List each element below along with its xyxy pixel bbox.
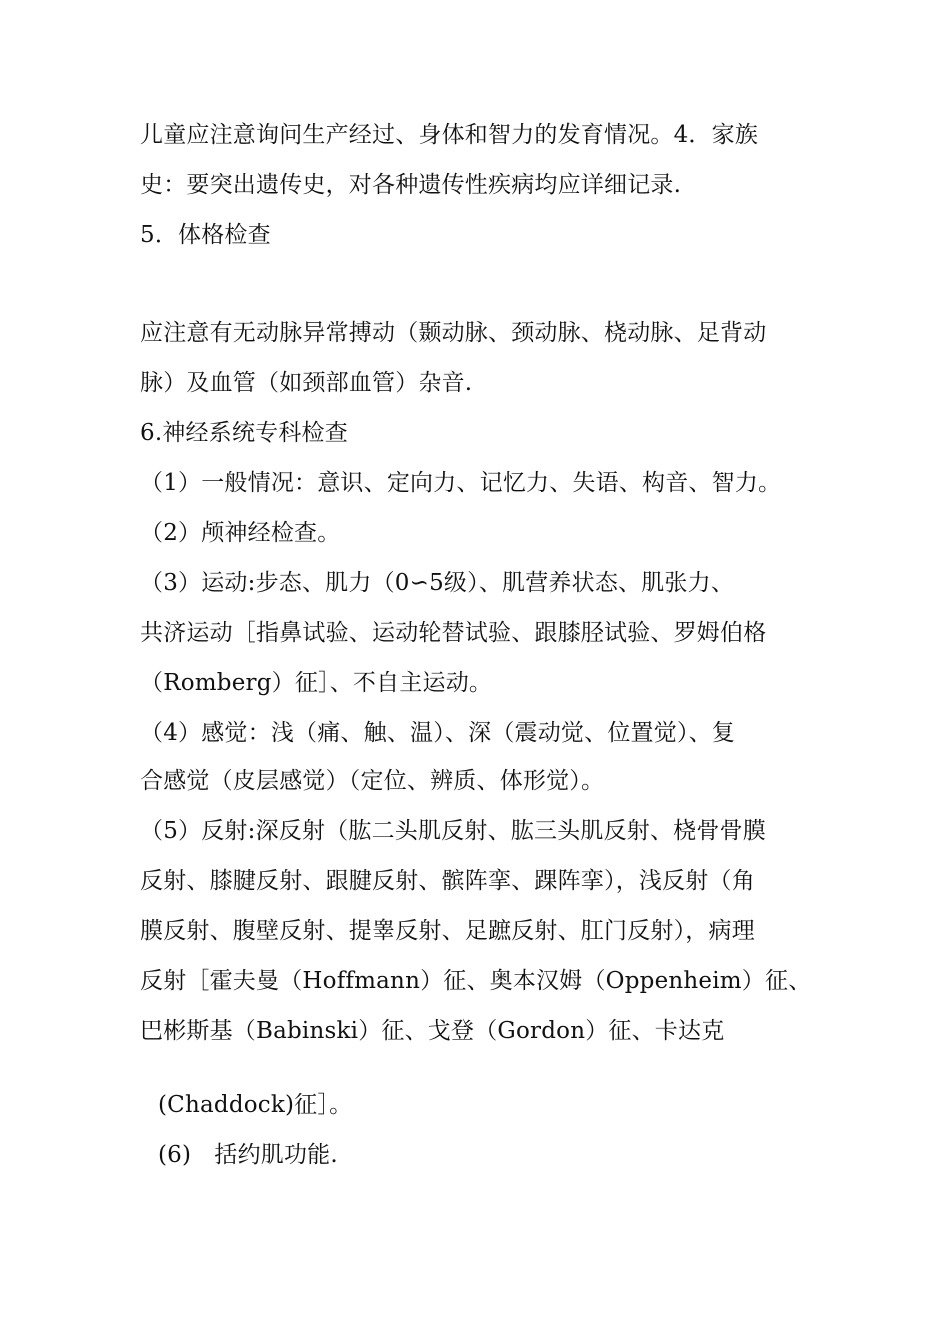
list-item: （2）颅神经检查。 <box>140 520 341 546</box>
text-line: 巴彬斯基（Babinski）征、戈登（Gordon）征、卡达克 <box>140 1018 725 1044</box>
text-line: 反射、膝腱反射、跟腱反射、髌阵挛、踝阵挛），浅反射（角 <box>140 868 755 894</box>
section-heading: 5．体格检查 <box>140 222 271 248</box>
text-line: 史：要突出遗传史，对各种遗传性疾病均应详细记录. <box>140 172 682 198</box>
text-line: 反射［霍夫曼（Hoffmann）征、奥本汉姆（Oppenheim）征、 <box>140 968 812 994</box>
list-item: （5）反射:深反射（肱二头肌反射、肱三头肌反射、桡骨骨膜 <box>140 818 766 844</box>
list-item: （3）运动:步态、肌力（0∽5级）、肌营养状态、肌张力、 <box>140 570 735 596</box>
text-line: 儿童应注意询问生产经过、身体和智力的发育情况。4．家族 <box>140 122 759 148</box>
text-line: 共济运动［指鼻试验、运动轮替试验、跟膝胫试验、罗姆伯格 <box>140 620 767 646</box>
list-item: (6) 括约肌功能. <box>158 1142 338 1168</box>
list-item: （1）一般情况：意识、定向力、记忆力、失语、构音、智力。 <box>140 470 782 496</box>
text-line: 脉）及血管（如颈部血管）杂音. <box>140 370 473 396</box>
text-line: 合感觉（皮层感觉）（定位、辨质、体形觉）。 <box>140 768 605 794</box>
section-heading: 6.神经系统专科检查 <box>140 420 348 446</box>
text-line: 膜反射、腹壁反射、提睾反射、足蹠反射、肛门反射），病理 <box>140 918 755 944</box>
text-line: 应注意有无动脉异常搏动（颞动脉、颈动脉、桡动脉、足背动 <box>140 320 767 346</box>
list-item: （4）感觉：浅（痛、触、温）、深（震动觉、位置觉）、复 <box>140 720 736 746</box>
text-line: (Chaddock)征］。 <box>158 1092 353 1118</box>
text-line: （Romberg）征］、不自主运动。 <box>140 670 493 696</box>
